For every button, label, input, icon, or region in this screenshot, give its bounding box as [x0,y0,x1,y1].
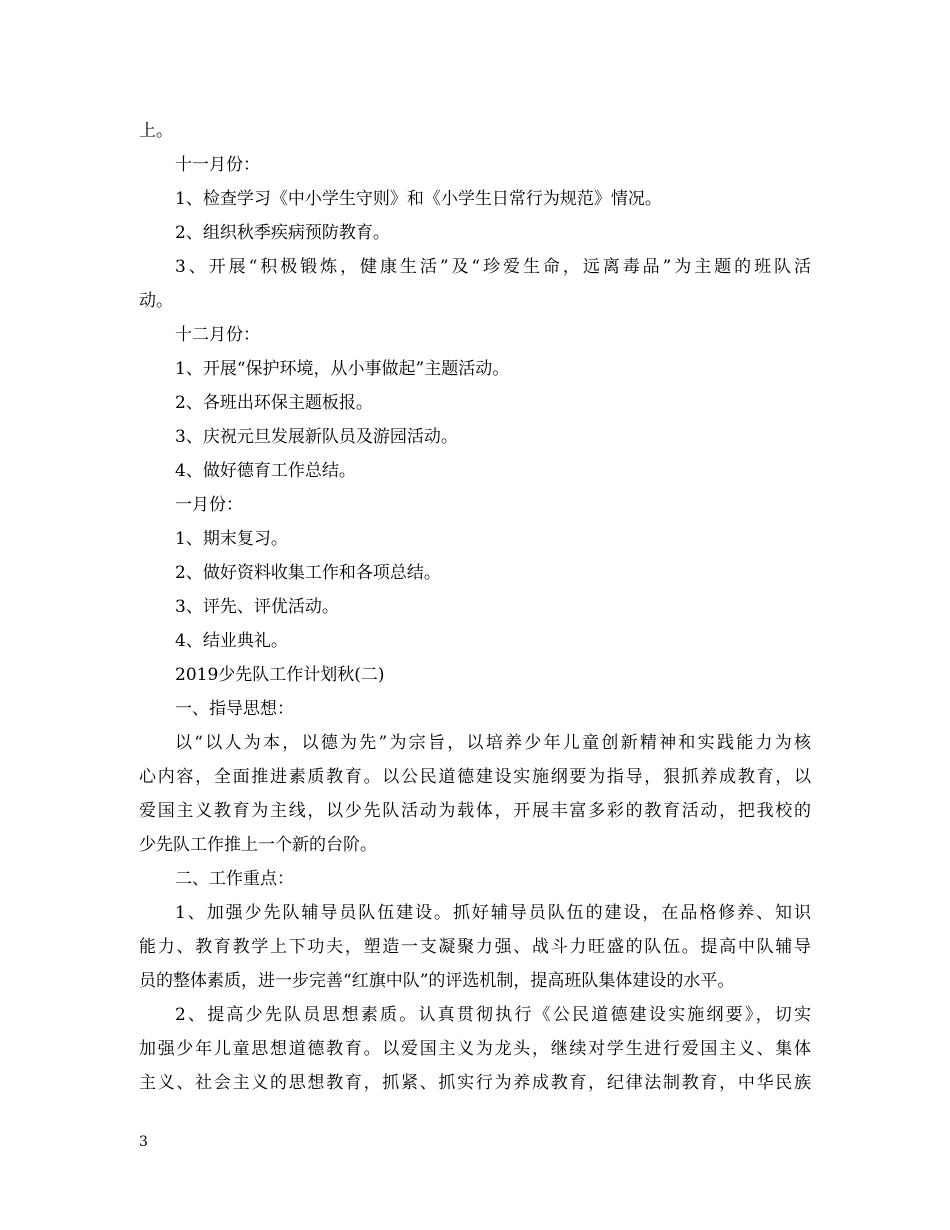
text-line: 3、评先、评优活动。 [175,597,339,617]
text-line: 上。 [139,121,173,141]
document-body [139,114,811,1100]
text-line: 二、工作重点： [175,869,294,889]
text-line: 十一月份： [175,155,260,175]
text-line: 2、各班出环保主题板报。 [175,393,373,413]
text-line: 2、提高少先队员思想素质。认真贯彻执行《公民道德建设实施纲要》，切实 [175,1005,811,1025]
text-line: 少先队工作推上一个新的台阶。 [139,835,377,855]
text-line: 1、期末复习。 [175,529,288,549]
text-line: 一、指导思想： [175,699,294,719]
text-line: 一月份： [175,495,243,515]
text-line: 心内容，全面推进素质教育。以公民道德建设实施纲要为指导，狠抓养成教育，以 [139,767,811,787]
text-line: 动。 [139,291,173,311]
text-line: 2、组织秋季疾病预防教育。 [175,223,390,243]
page-number: 3 [139,1134,148,1150]
text-line: 加强少年儿童思想道德教育。以爱国主义为龙头，继续对学生进行爱国主义、集体 [139,1039,811,1059]
text-line: 4、做好德育工作总结。 [175,461,356,481]
text-line: 1、检查学习《中小学生守则》和《小学生日常行为规范》情况。 [175,189,662,209]
text-line: 2、做好资料收集工作和各项总结。 [175,563,441,583]
text-line: 4、结业典礼。 [175,631,288,651]
text-line: 爱国主义教育为主线，以少先队活动为载体，开展丰富多彩的教育活动，把我校的 [139,801,811,821]
text-line: 员的整体素质，进一步完善“红旗中队”的评选机制，提高班队集体建设的水平。 [139,971,735,991]
text-line: 十二月份： [175,325,260,345]
text-line: 3、庆祝元旦发展新队员及游园活动。 [175,427,458,447]
text-line: 2019少先队工作计划秋(二) [175,665,385,685]
text-line: 3、开展“积极锻炼，健康生活”及“珍爱生命，远离毒品”为主题的班队活 [175,257,811,277]
text-line: 以“以人为本，以德为先”为宗旨，以培养少年儿童创新精神和实践能力为核 [175,733,811,753]
text-line: 能力、教育教学上下功夫，塑造一支凝聚力强、战斗力旺盛的队伍。提高中队辅导 [139,937,811,957]
text-line: 1、开展“保护环境，从小事做起”主题活动。 [175,359,510,379]
text-line: 1、加强少先队辅导员队伍建设。抓好辅导员队伍的建设，在品格修养、知识 [175,903,811,923]
text-line: 主义、社会主义的思想教育，抓紧、抓实行为养成教育，纪律法制教育，中华民族 [139,1073,811,1093]
